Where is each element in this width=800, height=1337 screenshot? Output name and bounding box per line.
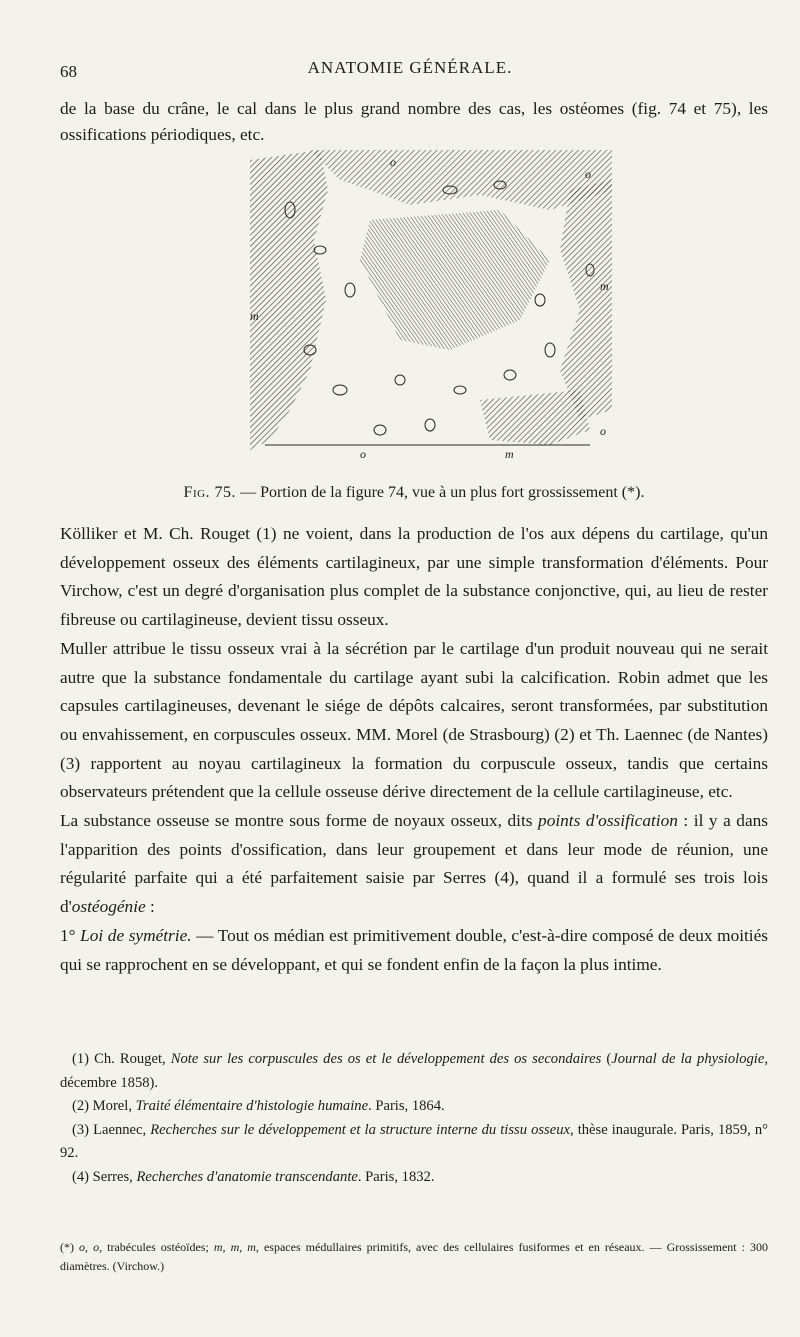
paragraph-muller: Muller attribue le tissu osseux vrai à la sécrétion par le cartilage d'un produit nouveau qui ne serait autre que la substance fondamentale du cartilage ayant subi la calcification. Robin admet que les capsules cartilagineuses, devenant le siége de dépôts calcaires, seront transformées, par substitution ou envahissement, en corpuscules osseux. MM. Morel (de Strasbourg) (2) et Th. Laennec (de Nantes) (3) rapportent au noyau cartilagineux la formation du corpuscule osseux, tandis que certains observateurs prétendent que la cellule osseuse dérive directement de la cellule cartilagineuse, etc.: [60, 638, 768, 802]
page-header: [60, 58, 760, 88]
running-head: ANATOMIE GÉNÉRALE.: [307, 58, 513, 77]
histology-figure: [250, 150, 612, 462]
paragraph-kolliker: Kölliker et M. Ch. Rouget (1) ne voient, dans la production de l'os aux dépens du cartilage, qu'un développement osseux des éléments cartilagineux, par une simple transformation d'éléments. Pour Virchow, c'est un degré d'organisation plus complet de la substance conjonctive, qui, au lieu de rester fibreuse ou cartilagineuse, devient tissu osseux.: [60, 524, 768, 630]
footnote-4: (4) Serres, Recherches d'anatomie transcendante. Paris, 1832.: [72, 1168, 435, 1185]
paragraph-loi-symetrie: 1° Loi de symétrie. — Tout os médian est primitivement double, c'est-à-dire composé de deux moitiés qui se rapprochent en se développant, et qui se fondent enfin de la façon la plus intime.: [60, 925, 769, 974]
figure-caption: [60, 484, 768, 502]
footnote-2: (2) Morel, Traité élémentaire d'histologie humaine. Paris, 1864.: [72, 1098, 445, 1114]
figure-footnote: (*) o, o, trabécules ostéoïdes; m, m, m, espaces médullaires primitifs, avec des cellulaires fusiformes et en réseaux. — Grossissement : 300 diamètres. (Virchow.): [60, 1240, 769, 1273]
footnote-3: (3) Laennec, Recherches sur le développement et la structure interne du tissu osseux, thèse inaugurale. Paris, 1859, n° 92.: [60, 1121, 769, 1161]
label-o-bottom: o: [360, 447, 366, 461]
paragraph-substance-osseuse: La substance osseuse se montre sous forme de noyaux osseux, dits points d'ossification : il y a dans l'apparition des points d'ossification, dans leur groupement et dans leur mode de réunion, une régularité parfaite qui a été parfaitement saisie par Serres (4), quand il a formulé ses trois lois d'ostéogénie :: [60, 811, 768, 917]
figure-caption-text: — Portion de la figure 74, vue à un plus fort grossissement (*).: [240, 484, 645, 501]
label-o-top: o: [390, 155, 396, 169]
label-m-left: m: [250, 309, 259, 323]
footnotes: [60, 1048, 768, 1189]
label-o-top-right: o: [585, 167, 591, 181]
page-number: 68: [60, 62, 77, 81]
footnote-1: (1) Ch. Rouget, Note sur les corpuscules des os et le développement des os secondaires (Journal de la physiologie, décembre 1858).: [60, 1051, 768, 1091]
intro-paragraph: de la base du crâne, le cal dans le plus grand nombre des cas, les ostéomes (fig. 74 et 75), les ossifications périodiques, etc.: [60, 99, 768, 144]
label-m-right: m: [600, 279, 609, 293]
body-text: [60, 520, 768, 979]
label-o-bottom-right: o: [600, 424, 606, 438]
label-m-bottom: m: [505, 447, 514, 461]
figure-caption-label: Fig. 75.: [183, 484, 237, 501]
